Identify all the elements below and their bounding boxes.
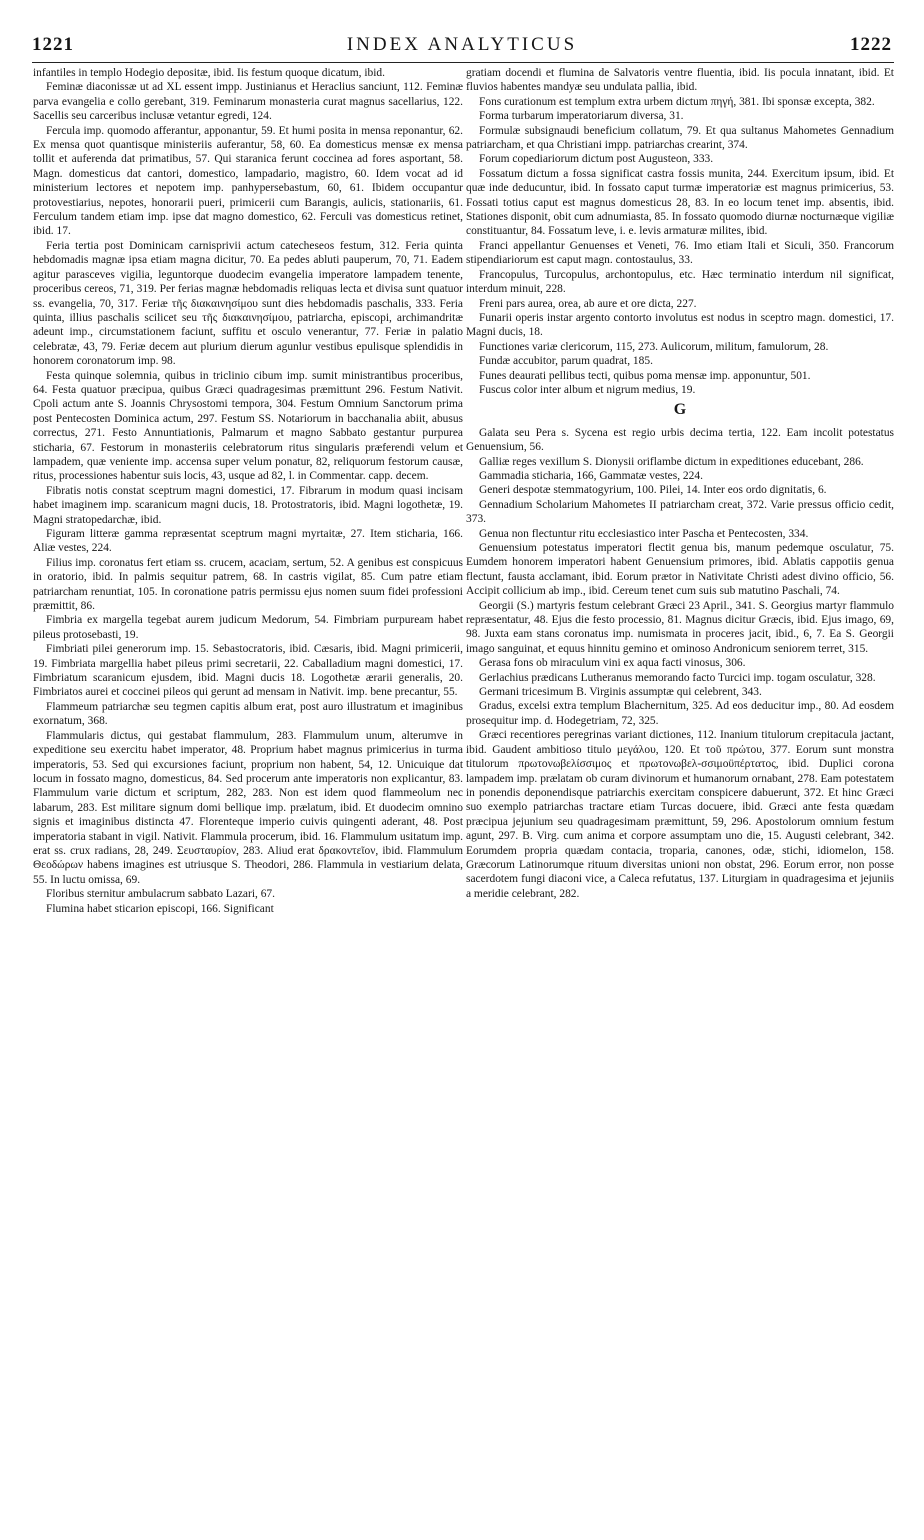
right-column-f-entries <box>466 66 894 397</box>
index-entry: infantiles in templo Hodegio depositæ, ibid. Iis festum quoque dicatum, ibid. <box>33 67 385 79</box>
index-entry: Funes deaurati pellibus tecti, quibus poma mensæ imp. apponuntur, 501. <box>479 369 811 382</box>
index-entry: Freni pars aurea, orea, ab aure et ore dicta, 227. <box>479 297 697 310</box>
index-entry: Fimbriati pilei generorum imp. 15. Sebastocratoris, ibid. Cæsaris, ibid. Magni primicerii, 19. Fimbriata margellia habet pileus primi secretarii, 22. Caballadium magni domestici, 17. Fimbriatum scaranicum ejusdem, ibid. Magni ducis 18. Logothetæ ærarii generalis, 20. Fimbriatos aurei et coccinei pileos qui gerunt ad mensam in Nativit. imp. bene precantur, 55. <box>33 643 463 699</box>
index-entry: Fimbria ex margella tegebat aurem judicum Medorum, 54. Fimbriam purpuream habet pileus protosebasti, 19. <box>33 614 463 641</box>
index-entry: Germani tricesimum B. Virginis assumptæ qui celebrent, 343. <box>479 686 762 699</box>
index-entry: Georgii (S.) martyris festum celebrant Græci 23 April., 341. S. Georgius martyr flammulo repræsentatur, 48. Ejus die festo processio, 81. Magnus dicitur Græcis, ibid. Ejus imago, 69, 98. Juxta eam stans coronatus imp. numismata in proceres jacit, ibid., 6, 7. Ea S. Georgii imago sanguinat, et equus hinnitu gemino et ominoso Andronicum seniorem terret, 315. <box>466 599 894 655</box>
index-entry: Funarii operis instar argento contorto involutus est nodus in sceptro magn. domestici, 17. Magni ducis, 18. <box>466 311 894 339</box>
index-entry: Franci appellantur Genuenses et Veneti, 76. Imo etiam Itali et Siculi, 350. Francorum stipendiariorum est caput magn. contostaulus, 33. <box>466 239 894 267</box>
index-entry: Flammularis dictus, qui gestabat flammulum, 283. Flammulum unum, alterumve in expeditione seu exercitu habet imperator, 48. Proprium habet magnus primicerius in turma imperatoris, 53. Sed qui excursiones faciunt, proprium non habent, 54, 12. Unicuique dat locum in fossato magno, domesticus, 84. Sed procerum ante imperatoris non explicantur, 83. Flammulum varie dictum et scriptum, 282, 283. Non est idem quod flammeolum nec labarum, 283. Est militare signum domi bellique imp. prælatum, ibid. Et duodecim omnino signis et imaginibus distincta 47. Florenteque imperio cuivis quingenti aderant, 48. Post imperatoria stabant in vigil. Nativit. Flammula procerum, ibid. 16. Flammulum usitatum imp. erat ss. crux radians, 28, 249. Σευσταυρίον, 283. Aliud erat δρακοντεῖον, ibid. Flammulum Θεοδώρων habens imagines est utriusque S. Theodori, 286. Flammula in vestiarium delata, 55. In luctu omissa, 69. <box>33 729 463 886</box>
index-entry: Gerasa fons ob miraculum vini ex aqua facti vinosus, 306. <box>479 657 746 670</box>
index-entry: Galata seu Pera s. Sycena est regio urbis decima tertia, 122. Eam incolit potestatus Genuensium, 56. <box>466 426 894 454</box>
index-entry: Gammadia sticharia, 166, Gammatæ vestes, 224. <box>479 469 703 482</box>
index-entry: Genua non flectuntur ritu ecclesiastico inter Pascha et Pentecosten, 334. <box>479 527 809 540</box>
index-entry: Gerlachius prædicans Lutheranus memorando facto Turcici imp. togam osculatur, 328. <box>479 671 876 684</box>
index-entry: Fibratis notis constat sceptrum magni domestici, 17. Fibrarum in modum quasi incisam habet imaginem imp. scaranicum magni ducis, 18. Protostratoris, ibid. Magni logothetæ, 19. Magni stratopedarchæ, ibid. <box>33 484 463 526</box>
index-entry: Formulæ subsignaudi beneficium collatum, 79. Et qua sultanus Mahometes Gennadium patriarcham, et qua Christiani impp. patriarchas crearint, 374. <box>466 124 894 152</box>
index-entry: Genuensium potestatus imperatori flectit genua bis, manum pedemque osculatur, 75. Eumdem honorem imperatori habent Genuensium primores, ibid. Ablatis cappotiis genua flectunt, fausta acclamant, ibid. Eorum prætor in Nativitate Christi adest divino officio, 56. Accipit collicium ab imp., ibid. Cereum tenet cum suis sub matutino Paschali, 74. <box>466 542 894 598</box>
section-letter-g: G <box>673 401 687 419</box>
right-column-g-entries <box>466 426 894 901</box>
left-column <box>33 66 463 916</box>
index-entry: Gradus, excelsi extra templum Blachernitum, 325. Ad eos deducitur imp., 80. Ad eosdem prosequitur imp. d. Hodegetriam, 72, 325. <box>466 700 894 727</box>
index-entry: Fons curationum est templum extra urbem dictum πηγή, 381. Ibi sponsæ excepta, 382. <box>479 95 875 108</box>
index-entry: Feminæ diaconissæ ut ad XL essent impp. Justinianus et Heraclius sanciunt, 112. Feminæ parva evangelia e collo gerebant, 319. Feminarum monasteria curat magnus sacellarius, 122. Sacellis seu carceribus inclusæ vetantur egredi, 124. <box>33 81 463 123</box>
index-entry: Fuscus color inter album et nigrum medius, 19. <box>479 383 696 396</box>
index-entry: Flammeum patriarchæ seu tegmen capitis album erat, post auro illustratum et imaginibus exornatum, 368. <box>33 700 463 728</box>
index-entry: gratiam docendi et flumina de Salvatoris ventre fluentia, ibid. Iis pocula innatant, ibid. Et fluvios habentes mandyæ seu undulata pallia, ibid. <box>466 67 894 94</box>
right-column <box>466 66 894 901</box>
page-header <box>32 34 892 64</box>
index-entry: Festa quinque solemnia, quibus in triclinio cibum imp. sumit ministrantibus proceribus, 64. Festa quatuor præcipua, quibus Græci quadragesimas præmittunt 296. Festum Nativit. Cpoli actum ante S. Joannis Chrysostomi tempora, 304. Festum Omnium Sanctorum prima post Pentecosten Dominica actum, 297. Festum SS. Notariorum in bacchanalia abiit, abusus correctus, 271. Festo Annuntiationis, Palmarum et magno Sabbato gestantur purpurea sticharia, 67. Festorum in monasteriis celebratorum ritus singularis præferendi velum et lampadem, quæ veniente imp. accensa super velum ponatur, 82, reliquorum festorum causæ, ritus, processiones habentur suis locis, 43, usque ad 82, l. in Commentar. capp. decem. <box>33 369 463 483</box>
header-rule <box>32 62 894 63</box>
index-entry: Gennadium Scholarium Mahometes II patriarcham creat, 372. Varie pressus officio cedit, 373. <box>466 498 894 526</box>
page-number-left: 1221 <box>32 34 74 55</box>
index-entry: Feria tertia post Dominicam carnisprivii actum catecheseos festum, 312. Feria quinta hebdomadis magnæ ipsa etiam magna dicitur, 70. Ea pedes abluti pauperum, 70, 71. Eadem agitur parasceves vigilia, leguntorque duodecim evangelia imperatore lampadem tenente, proceribus cereos, 71, 319. Per ferias magnæ hebdomadis reliquas lecta et divisa sunt quatuor ss. evangelia, 70, 317. Feriæ τῆς διακαινησίμου sunt dies hebdomadis paschalis, 333. Feria quinta, illius paschalis scilicet seu τῆς διακαινησίμου, patriarcha, episcopi, archimandritæ adeunt imp., circumstationem faciunt, suffitu et osculo venerantur, 77. Feriæ in palatio celebratæ, 43, 79. Feriæ decem aut plurium dierum agunlur vestibus epulisque splendidis in honorem coronatorum imp. 98. <box>33 239 463 368</box>
index-entry: Filius imp. coronatus fert etiam ss. crucem, acaciam, sertum, 52. A genibus est conspicuus in oratorio, ibid. In palmis sequitur patrem, 68. In castris vigilat, 85. Cum patre etiam patriarcham renuntiat, 105. In coronatione patris permissu ejus nomen suum fidei professioni præmittit, 86. <box>33 556 463 613</box>
index-entry: Fossatum dictum a fossa significat castra fossis munita, 244. Exercitum ipsum, ibid. Et quæ inde deducuntur, ibid. In fossato caput turmæ imperatoriæ est magnus primicerius, 53. Fossati totius caput est magnus domesticus 28, 83. In eo locum tenet imp. absentis, ibid. Stationes disponit, obit cum adnumiasta, 85. In fossato quomodo diurnæ nocturnæque vigiliæ constituantur, 84. Fossatum leve, i. e. levis armaturæ milites, ibid. <box>466 167 894 238</box>
index-entry: Fercula imp. quomodo afferantur, apponantur, 59. Et humi posita in mensa reponantur, 62. Ex mensa quot quantisque ministeriis auferantur, 58, 60. Ea domesticus mensæ ex mensa tollit et auferenda dat primatibus, 57. Qui staranica ferunt coccinea ad fores asportant, 58. Magn. domesticus dat cantori, domestico, lampadario, magistro, 60. Idem vocat ad id ministerium lectores et nepotem imp. panhypersebastum, 60, 61. Ibidem occupantur protovestiarius, nepotes, honorarii pueri, primicerii cum Barangis, aulicis, stationariis, 61. Ferculum tandem etiam imp. ipse dat magno domestico, 62. Ferculi vas domesticus retinet, ibid. 17. <box>33 124 463 238</box>
index-entry: Francopulus, Turcopulus, archontopulus, etc. Hæc terminatio interdum nil significat, interdum minuit, 228. <box>466 268 894 296</box>
index-entry: Galliæ reges vexillum S. Dionysii oriflambe dictum in expeditiones educebant, 286. <box>479 455 864 468</box>
page-number-right: 1222 <box>850 34 892 55</box>
index-entry: Figuram litteræ gamma repræsentat sceptrum magni myrtaitæ, 27. Item sticharia, 166. Aliæ vestes, 224. <box>33 528 463 555</box>
index-entry: Fundæ accubitor, parum quadrat, 185. <box>479 355 653 368</box>
index-entry: Forum copediariorum dictum post Augusteon, 333. <box>479 153 714 166</box>
index-entry: Flumina habet sticarion episcopi, 166. Significant <box>46 902 274 915</box>
index-entry: Floribus sternitur ambulacrum sabbato Lazari, 67. <box>46 888 276 901</box>
index-entry: Generi despotæ stemmatogyrium, 100. Pilei, 14. Inter eos ordo dignitatis, 6. <box>479 484 827 497</box>
index-entry: Forma turbarum imperatoriarum diversa, 31. <box>479 110 684 123</box>
running-title: INDEX ANALYTICUS <box>346 34 578 55</box>
index-entry: Functiones variæ clericorum, 115, 273. Aulicorum, militum, famulorum, 28. <box>479 340 829 353</box>
index-entry: Græci recentiores peregrinas variant dictiones, 112. Inanium titulorum crepitacula jactant, ibid. Gaudent ambitioso titulo μεγάλου, 120. Et τοῦ πρώτου, 377. Eorum sunt monstra titulorum πρωτονωβελίσσιμος et πρωτονωβελ-σσιμοϋπέρτατος, ibid. Duplici corona lampadem imp. prælatam ob curam divinorum et humanorum ornabant, 278. Eam potestatem in ponendis deponendisque patriarchis exercitam conspicere dabuerunt, 372. Et hinc Græci suo exemplo patriarchas tractare etiam Turcas docuere, ibid. Græci ante festa quædam præcipua jejunium seu quadragesimam præmittunt, 59, 296. Apostolorum omnium festum agunt, 297. B. Virg. cum anima et corpore assumptam uno die, 15. Augusti celebrant, 342. Eorumdem propria quædam contacia, troparia, canones, odæ, stichi, idiomelon, 158. Græcorum Latinorumque rituum diversitas unioni non obstat, 296. Eorum error, non posse sacerdotem fungi diaconi vice, a Caleca refutatus, 137. Liturgiam in quadragesima et jejuniis a meridie celebrant, 282. <box>466 729 894 900</box>
